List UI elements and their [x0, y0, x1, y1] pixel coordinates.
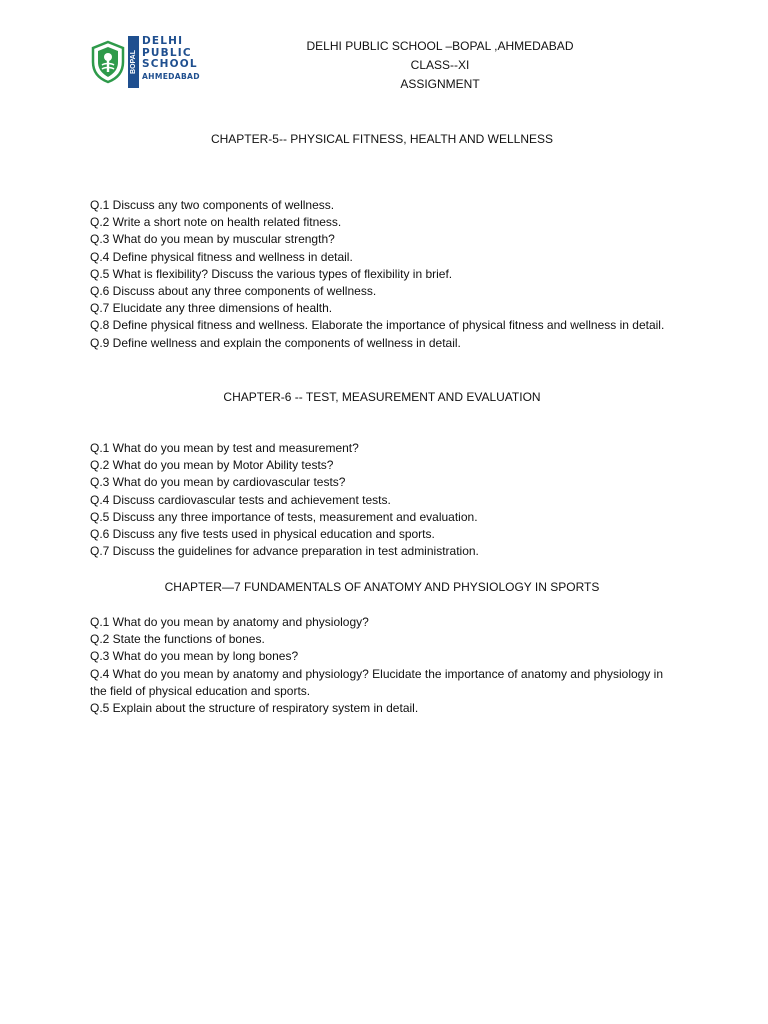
- document-title: ASSIGNMENT: [400, 77, 480, 91]
- list-item: Q.1 What do you mean by test and measurement?: [90, 441, 359, 455]
- logo-vertical-text: BOPAL: [130, 50, 137, 74]
- list-item: Q.7 Elucidate any three dimensions of health.: [90, 301, 333, 316]
- chapter-7-title: CHAPTER—7 FUNDAMENTALS OF ANATOMY AND PHYSIOLOGY IN SPORTS: [164, 580, 600, 594]
- list-item: Q.5 Discuss any three importance of tests, measurement and evaluation.: [90, 509, 478, 524]
- list-item: Q.3 What do you mean by cardiovascular tests?: [90, 475, 346, 490]
- list-item: Q.4 Define physical fitness and wellness in detail.: [90, 249, 353, 264]
- list-item: Q.2 What do you mean by Motor Ability tests?: [90, 458, 334, 473]
- logo-line-3: SCHOOL: [142, 58, 198, 70]
- list-item: Q.3 What do you mean by long bones?: [90, 649, 299, 664]
- chapter-7-questions: [90, 614, 670, 717]
- class-name: CLASS--XI: [410, 58, 470, 72]
- list-item: Q.6 Discuss about any three components of wellness.: [90, 284, 377, 299]
- list-item: Q.2 State the functions of bones.: [90, 632, 265, 647]
- school-logo: [90, 35, 200, 90]
- logo-city: AHMEDABAD: [142, 71, 200, 81]
- logo-wordmark: [142, 36, 200, 82]
- list-item: Q.3 What do you mean by muscular strength?: [90, 232, 335, 247]
- list-item: Q.7 Discuss the guidelines for advance preparation in test administration.: [90, 544, 479, 559]
- list-item: Q.2 Write a short note on health related fitness.: [90, 215, 342, 230]
- chapter-5-title: CHAPTER-5-- PHYSICAL FITNESS, HEALTH AND WELLNESS: [210, 132, 554, 146]
- list-item: Q.1 Discuss any two components of wellness.: [90, 198, 335, 212]
- list-item: Q.4 Discuss cardiovascular tests and achievement tests.: [90, 492, 391, 507]
- logo-line-2: PUBLIC: [142, 46, 192, 59]
- list-item: Q.5 Explain about the structure of respiratory system in detail.: [90, 701, 419, 716]
- logo-line-1: DELHI: [142, 35, 184, 47]
- school-name: DELHI PUBLIC SCHOOL –BOPAL ,AHMEDABAD: [306, 39, 574, 53]
- list-item: Q.4 What do you mean by anatomy and physiology? Elucidate the importance of anatomy and physiology in the field of physical education and sports.: [90, 666, 664, 698]
- chapter-6-title: CHAPTER-6 -- TEST, MEASUREMENT AND EVALUATION: [223, 390, 541, 404]
- logo-vertical-band: [128, 36, 139, 88]
- list-item: Q.5 What is flexibility? Discuss the various types of flexibility in brief.: [90, 266, 453, 281]
- school-emblem-icon: [90, 40, 126, 84]
- list-item: Q.6 Discuss any five tests used in physical education and sports.: [90, 527, 435, 542]
- list-item: Q.8 Define physical fitness and wellness. Elaborate the importance of physical fitness and wellness in detail.: [90, 318, 665, 333]
- list-item: Q.9 Define wellness and explain the components of wellness in detail.: [90, 335, 461, 350]
- list-item: Q.1 What do you mean by anatomy and physiology?: [90, 615, 369, 629]
- document-header: [240, 37, 640, 94]
- chapter-6-questions: [90, 440, 670, 560]
- chapter-5-questions: [90, 197, 670, 352]
